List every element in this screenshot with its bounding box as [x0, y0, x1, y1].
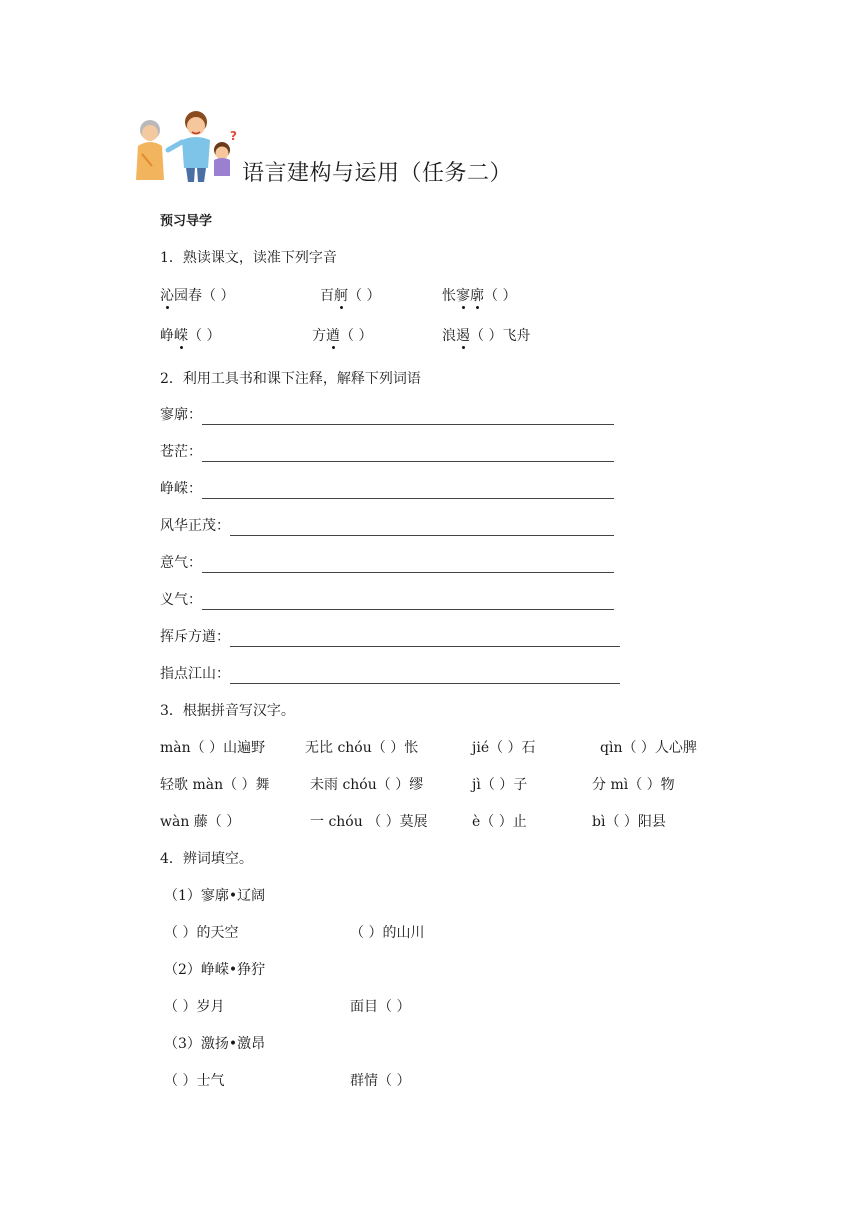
fill-blank[interactable]: （ ）岁月	[164, 999, 225, 1015]
pinyin-item: 无比 chóu（ ）怅	[305, 740, 419, 756]
svg-text:?: ?	[230, 129, 237, 143]
page-title: 语言建构与运用（任务二）	[242, 161, 513, 186]
definition-row: 意气：	[160, 553, 614, 573]
answer-line[interactable]	[202, 558, 614, 573]
pinyin-item: 分 mì（ ）物	[592, 777, 675, 793]
answer-line[interactable]	[202, 595, 614, 610]
pinyin-item: màn（ ）山遍野	[160, 740, 266, 756]
word-pair-label: （1）寥廓•辽阔	[164, 888, 266, 904]
question-4-prompt: 4．辨词填空。	[160, 851, 253, 867]
pinyin-item: wàn 藤（ ）	[160, 814, 241, 830]
pinyin-item: jié（ ）石	[472, 740, 536, 756]
answer-line[interactable]	[202, 410, 614, 425]
fill-blank[interactable]: （ ）的山川	[350, 925, 425, 941]
definition-row: 苍茫：	[160, 442, 614, 462]
answer-line[interactable]	[230, 521, 614, 536]
definition-row: 风华正茂：	[160, 516, 614, 536]
fill-blank[interactable]: 面目（ ）	[350, 999, 411, 1015]
question-3-prompt: 3．根据拼音写汉字。	[160, 703, 295, 719]
q1-item: 百舸（ ）	[320, 288, 381, 304]
answer-line[interactable]	[202, 484, 614, 499]
definition-row: 峥嵘：	[160, 479, 614, 499]
family-illustration	[128, 106, 246, 184]
question-2-prompt: 2．利用工具书和课下注释，解释下列词语	[160, 371, 421, 387]
fill-blank[interactable]: （ ）士气	[164, 1073, 225, 1089]
word-pair-label: （2）峥嵘•狰狞	[164, 962, 266, 978]
q1-item: 浪遏（ ）飞舟	[442, 328, 531, 344]
fill-blank[interactable]: （ ）的天空	[164, 925, 239, 941]
pinyin-item: 未雨 chóu（ ）缪	[310, 777, 424, 793]
q1-item: 沁园春（ ）	[160, 288, 235, 304]
question-1-prompt: 1．熟读课文，读准下列字音	[160, 250, 337, 266]
answer-line[interactable]	[230, 669, 620, 684]
definition-row: 挥斥方遒：	[160, 627, 620, 647]
pinyin-item: 一 chóu （ ）莫展	[310, 814, 428, 830]
answer-line[interactable]	[202, 447, 614, 462]
pinyin-item: jì（ ）子	[472, 777, 528, 793]
definition-row: 义气：	[160, 590, 614, 610]
section-heading: 预习导学	[160, 214, 213, 229]
pinyin-item: qìn（ ）人心脾	[600, 740, 697, 756]
fill-blank[interactable]: 群情（ ）	[350, 1073, 411, 1089]
definition-row: 指点江山：	[160, 664, 620, 684]
pinyin-item: 轻歌 màn（ ）舞	[160, 777, 270, 793]
q1-item: 方遒（ ）	[312, 328, 373, 344]
q1-item: 峥嵘（ ）	[160, 328, 221, 344]
answer-line[interactable]	[230, 632, 620, 647]
word-pair-label: （3）激扬•激昂	[164, 1036, 266, 1052]
definition-row: 寥廓：	[160, 405, 614, 425]
q1-item: 怅寥廓（ ）	[442, 288, 517, 304]
pinyin-item: bì（ ）阳县	[592, 814, 666, 830]
pinyin-item: è（ ）止	[472, 814, 527, 830]
